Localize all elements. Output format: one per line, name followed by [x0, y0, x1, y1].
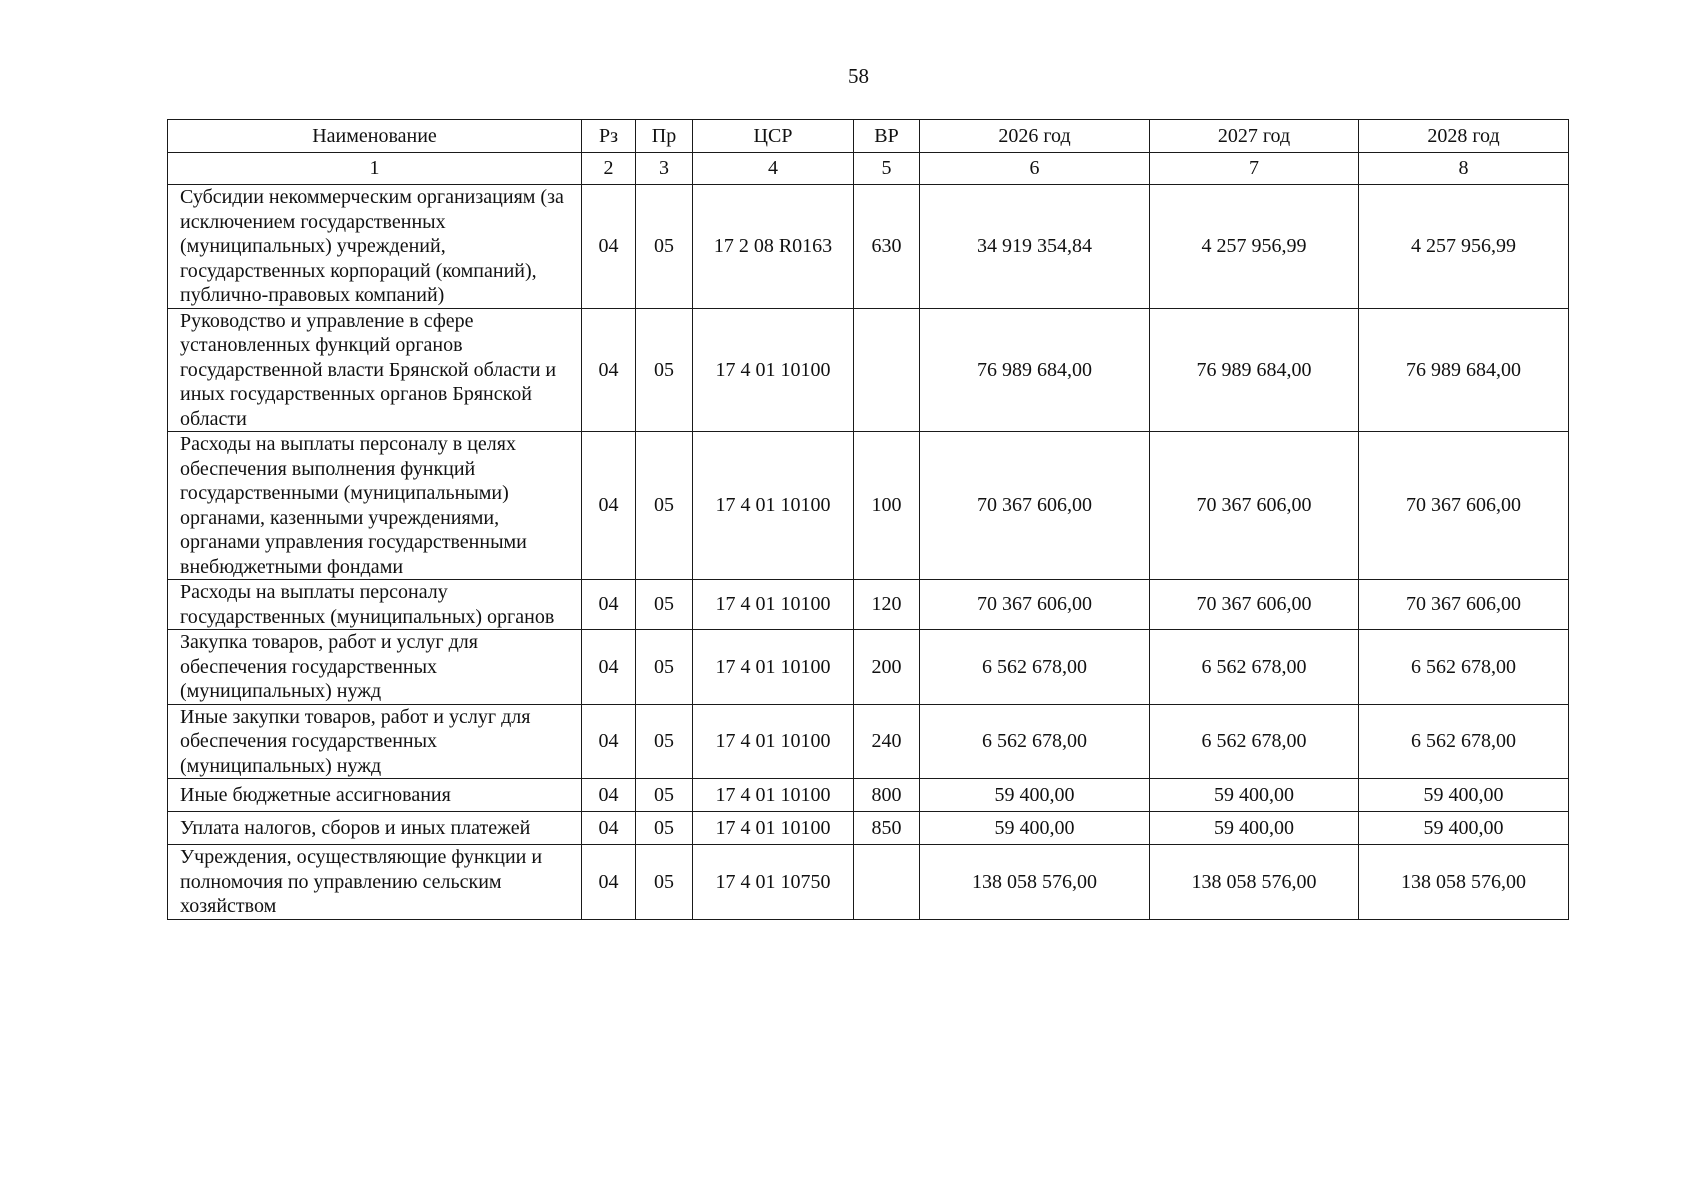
row-2028: 59 400,00: [1359, 812, 1569, 845]
row-rz: 04: [582, 580, 636, 630]
row-rz: 04: [582, 704, 636, 779]
row-rz: 04: [582, 845, 636, 920]
row-rz: 04: [582, 779, 636, 812]
row-name: Иные закупки товаров, работ и услуг для обеспечения государственных (муниципальных) нужд: [168, 704, 582, 779]
column-number: 5: [854, 153, 920, 185]
row-csr: 17 4 01 10100: [693, 580, 854, 630]
table-row: [168, 812, 1569, 845]
table-row: [168, 308, 1569, 432]
row-name: Расходы на выплаты персоналу в целях обеспечения выполнения функций государственными (муниципальными) органами, казенными учреждениями, органами управления государственными внебюджетными фондами: [168, 432, 582, 580]
row-2027: 6 562 678,00: [1150, 630, 1359, 705]
row-csr: 17 4 01 10750: [693, 845, 854, 920]
row-2028: 59 400,00: [1359, 779, 1569, 812]
row-vr: 850: [854, 812, 920, 845]
table-row: [168, 845, 1569, 920]
row-name: Субсидии некоммерческим организациям (за исключением государственных (муниципальных) учреждений, государственных корпораций (компаний), публично-правовых компаний): [168, 185, 582, 309]
row-pr: 05: [636, 580, 693, 630]
page-number: 58: [848, 64, 869, 88]
row-name: Закупка товаров, работ и услуг для обеспечения государственных (муниципальных) нужд: [168, 630, 582, 705]
row-2026: 70 367 606,00: [920, 580, 1150, 630]
row-csr: 17 2 08 R0163: [693, 185, 854, 309]
row-2027: 59 400,00: [1150, 779, 1359, 812]
row-csr: 17 4 01 10100: [693, 704, 854, 779]
row-2028: 70 367 606,00: [1359, 580, 1569, 630]
budget-table: [167, 119, 1569, 920]
row-2028: 76 989 684,00: [1359, 308, 1569, 432]
column-number: 2: [582, 153, 636, 185]
row-2027: 76 989 684,00: [1150, 308, 1359, 432]
header-cell-pr: Пр: [636, 120, 693, 153]
row-2027: 6 562 678,00: [1150, 704, 1359, 779]
row-2027: 4 257 956,99: [1150, 185, 1359, 309]
row-2028: 70 367 606,00: [1359, 432, 1569, 580]
table-row: [168, 704, 1569, 779]
row-rz: 04: [582, 185, 636, 309]
column-number: 8: [1359, 153, 1569, 185]
row-2026: 59 400,00: [920, 779, 1150, 812]
row-2028: 6 562 678,00: [1359, 630, 1569, 705]
column-number: 1: [168, 153, 582, 185]
column-number-row: [168, 153, 1569, 185]
table-row: [168, 432, 1569, 580]
column-number: 3: [636, 153, 693, 185]
row-name: Учреждения, осуществляющие функции и полномочия по управлению сельским хозяйством: [168, 845, 582, 920]
row-name: Расходы на выплаты персоналу государственных (муниципальных) органов: [168, 580, 582, 630]
row-vr: [854, 845, 920, 920]
row-pr: 05: [636, 432, 693, 580]
row-pr: 05: [636, 308, 693, 432]
row-vr: [854, 308, 920, 432]
header-cell-vr: ВР: [854, 120, 920, 153]
row-vr: 120: [854, 580, 920, 630]
header-cell-rz: Рз: [582, 120, 636, 153]
row-pr: 05: [636, 812, 693, 845]
row-2027: 59 400,00: [1150, 812, 1359, 845]
row-csr: 17 4 01 10100: [693, 812, 854, 845]
row-2027: 70 367 606,00: [1150, 580, 1359, 630]
header-cell-2027: 2027 год: [1150, 120, 1359, 153]
row-2026: 70 367 606,00: [920, 432, 1150, 580]
row-pr: 05: [636, 630, 693, 705]
column-number: 7: [1150, 153, 1359, 185]
row-name: Иные бюджетные ассигнования: [168, 779, 582, 812]
table-row: [168, 580, 1569, 630]
row-2026: 34 919 354,84: [920, 185, 1150, 309]
row-csr: 17 4 01 10100: [693, 432, 854, 580]
row-csr: 17 4 01 10100: [693, 779, 854, 812]
row-2028: 138 058 576,00: [1359, 845, 1569, 920]
row-name: Уплата налогов, сборов и иных платежей: [168, 812, 582, 845]
row-2026: 76 989 684,00: [920, 308, 1150, 432]
row-2027: 70 367 606,00: [1150, 432, 1359, 580]
row-rz: 04: [582, 432, 636, 580]
row-pr: 05: [636, 704, 693, 779]
header-cell-2028: 2028 год: [1359, 120, 1569, 153]
row-rz: 04: [582, 812, 636, 845]
header-cell-csr: ЦСР: [693, 120, 854, 153]
row-rz: 04: [582, 630, 636, 705]
row-2028: 6 562 678,00: [1359, 704, 1569, 779]
row-2026: 138 058 576,00: [920, 845, 1150, 920]
table-row: [168, 630, 1569, 705]
row-pr: 05: [636, 845, 693, 920]
table-row: [168, 779, 1569, 812]
row-pr: 05: [636, 185, 693, 309]
row-vr: 800: [854, 779, 920, 812]
row-vr: 100: [854, 432, 920, 580]
row-2026: 6 562 678,00: [920, 630, 1150, 705]
row-name: Руководство и управление в сфере установленных функций органов государственной власти Брянской области и иных государственных органов Брянской области: [168, 308, 582, 432]
table-row: [168, 185, 1569, 309]
column-number: 4: [693, 153, 854, 185]
row-rz: 04: [582, 308, 636, 432]
row-2028: 4 257 956,99: [1359, 185, 1569, 309]
row-pr: 05: [636, 779, 693, 812]
row-csr: 17 4 01 10100: [693, 308, 854, 432]
row-vr: 630: [854, 185, 920, 309]
header-cell-2026: 2026 год: [920, 120, 1150, 153]
row-2026: 6 562 678,00: [920, 704, 1150, 779]
row-vr: 200: [854, 630, 920, 705]
row-2026: 59 400,00: [920, 812, 1150, 845]
row-vr: 240: [854, 704, 920, 779]
column-number: 6: [920, 153, 1150, 185]
header-row: [168, 120, 1569, 153]
header-cell-name: Наименование: [168, 120, 582, 153]
row-csr: 17 4 01 10100: [693, 630, 854, 705]
row-2027: 138 058 576,00: [1150, 845, 1359, 920]
